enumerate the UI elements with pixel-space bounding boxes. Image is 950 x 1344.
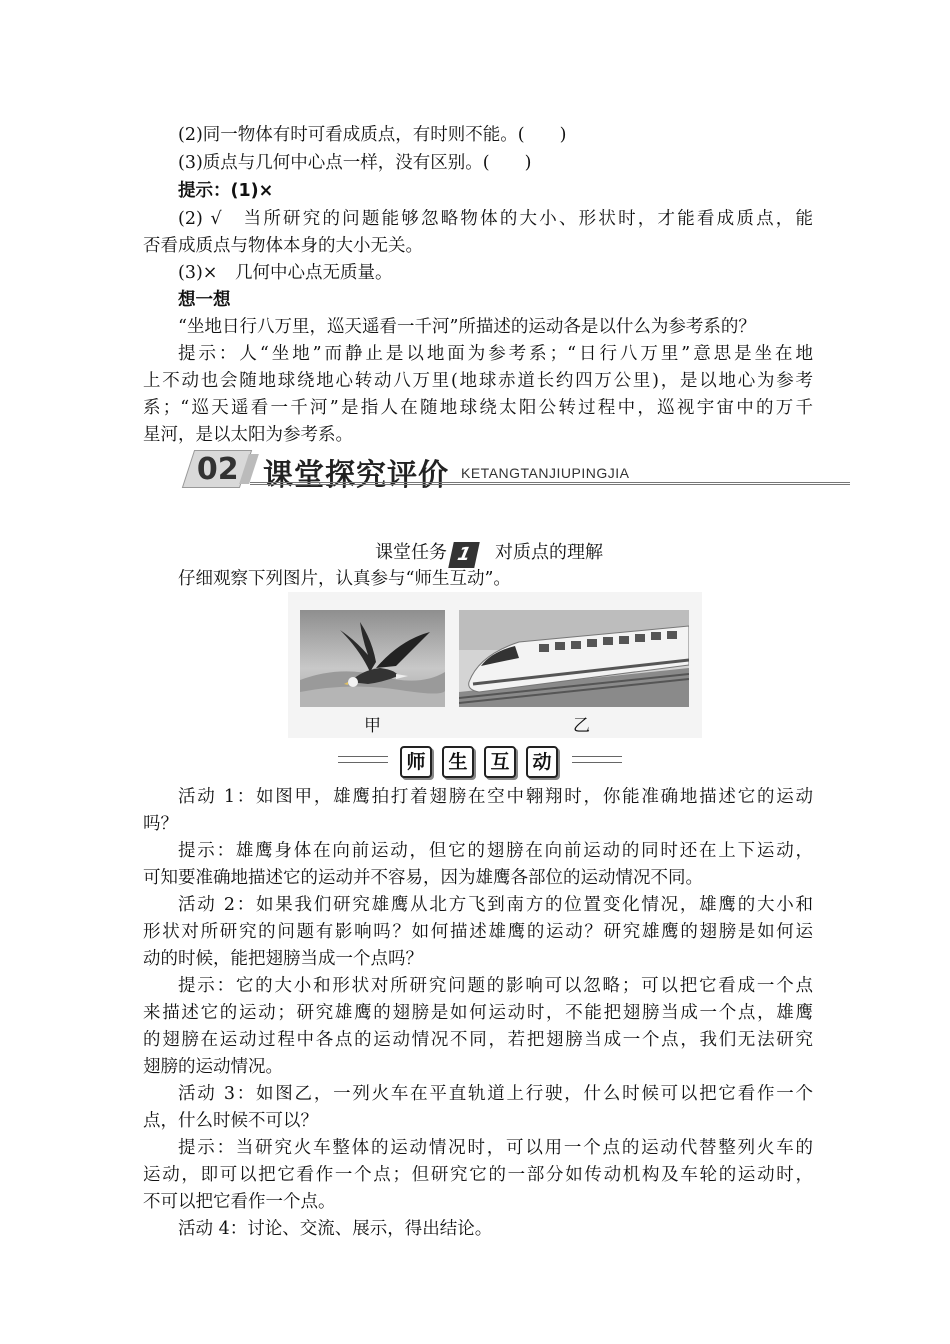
think-answer-line-4: 星河，是以太阳为参考系。 [143, 425, 353, 445]
section-subtitle: KETANGTANJIUPINGJIA [461, 465, 630, 481]
interaction-char-2: 生 [442, 746, 474, 778]
activity-2-hint-line-4: 翅膀的运动情况。 [143, 1057, 283, 1077]
activity-4: 活动 4：讨论、交流、展示，得出结论。 [178, 1219, 493, 1239]
eagle-photo [300, 610, 445, 707]
activity-3-hint-line-1: 提示：当研究火车整体的运动情况时，可以用一个点的运动代替整列火车的 [178, 1138, 813, 1158]
hint-3: (3)× 几何中心点无质量。 [178, 263, 393, 283]
section-number: 02 [196, 452, 239, 487]
right-rule-2 [572, 762, 622, 763]
activity-2-hint-line-1: 提示：它的大小和形状对所研究问题的影响可以忽略；可以把它看成一个点 [178, 976, 813, 996]
hint-1: 提示：(1)× [178, 181, 274, 201]
task-title: 对质点的理解 [495, 542, 603, 563]
activity-1-hint-line-1: 提示：雄鹰身体在向前运动，但它的翅膀在向前运动的同时还在上下运动， [178, 841, 813, 861]
hint-2-line-2: 否看成质点与物体本身的大小无关。 [143, 236, 423, 256]
think-answer-line-2: 上不动也会随地球绕地心转动八万里(地球赤道长约四万公里)，是以地心为参考 [143, 371, 813, 391]
activity-2-line-1: 活动 2：如果我们研究雄鹰从北方飞到南方的位置变化情况，雄鹰的大小和 [178, 895, 813, 915]
question-2: (2)同一物体有时可看成质点，有时则不能。( ) [178, 125, 567, 145]
section-banner [188, 450, 850, 493]
activity-2-line-3: 动的时候，能把翅膀当成一个点吗？ [143, 949, 423, 969]
interaction-header [350, 746, 600, 780]
think-heading: 想一想 [178, 290, 231, 310]
think-question: “坐地日行八万里，巡天遥看一千河”所描述的运动各是以什么为参考系的？ [178, 317, 756, 337]
eagle-image [300, 610, 445, 707]
intro-text: 仔细观察下列图片，认真参与“师生互动”。 [178, 569, 511, 589]
activity-1-hint-line-2: 可知要准确地描述它的运动并不容易，因为雄鹰各部位的运动情况不同。 [143, 868, 703, 888]
task-heading [375, 538, 603, 568]
activity-1-line-1: 活动 1：如图甲，雄鹰拍打着翅膀在空中翱翔时，你能准确地描述它的运动 [178, 787, 813, 807]
left-rule [338, 756, 388, 757]
caption-left: 甲 [364, 716, 381, 736]
activity-3-hint-line-3: 不可以把它看作一个点。 [143, 1192, 336, 1212]
interaction-char-1: 师 [400, 746, 432, 778]
hint-2-line-1: (2) √ 当所研究的问题能够忽略物体的大小、形状时，才能看成质点，能 [178, 209, 813, 229]
activity-3-hint-line-2: 运动，即可以把它看作一个点；但研究它的一部分如传动机构及车轮的运动时， [143, 1165, 813, 1185]
activity-3-line-1: 活动 3：如图乙，一列火车在平直轨道上行驶，什么时候可以把它看作一个 [178, 1084, 813, 1104]
question-3: (3)质点与几何中心点一样，没有区别。( ) [178, 153, 532, 173]
left-rule-2 [338, 762, 388, 763]
activity-2-hint-line-3: 的翅膀在运动过程中各点的运动情况不同，若把翅膀当成一个点，我们无法研究 [143, 1030, 813, 1050]
task-prefix: 课堂任务 [375, 542, 447, 563]
caption-right: 乙 [573, 716, 590, 736]
train-photo [459, 610, 689, 707]
think-answer-line-3: 系；“巡天遥看一千河”是指人在随地球绕太阳公转过程中，巡视宇宙中的万千 [143, 398, 813, 418]
activity-2-hint-line-2: 来描述它的运动；研究雄鹰的翅膀是如何运动时，不能把翅膀当成一个点，雄鹰 [143, 1003, 813, 1023]
think-answer-line-1: 提示：人“坐地”而静止是以地面为参考系；“日行八万里”意思是坐在地 [178, 344, 813, 364]
task-number-badge: 1 [448, 542, 480, 568]
banner-rule [250, 482, 850, 485]
interaction-char-3: 互 [484, 746, 516, 778]
activity-3-line-2: 点，什么时候不可以？ [143, 1111, 318, 1131]
activity-2-line-2: 形状对所研究的问题有影响吗？如何描述雄鹰的运动？研究雄鹰的翅膀是如何运 [143, 922, 813, 942]
train-image [459, 610, 689, 707]
activity-1-line-2: 吗？ [143, 814, 178, 834]
section-title: 课堂探究评价 [263, 458, 449, 493]
interaction-char-4: 动 [526, 746, 558, 778]
right-rule [572, 756, 622, 757]
